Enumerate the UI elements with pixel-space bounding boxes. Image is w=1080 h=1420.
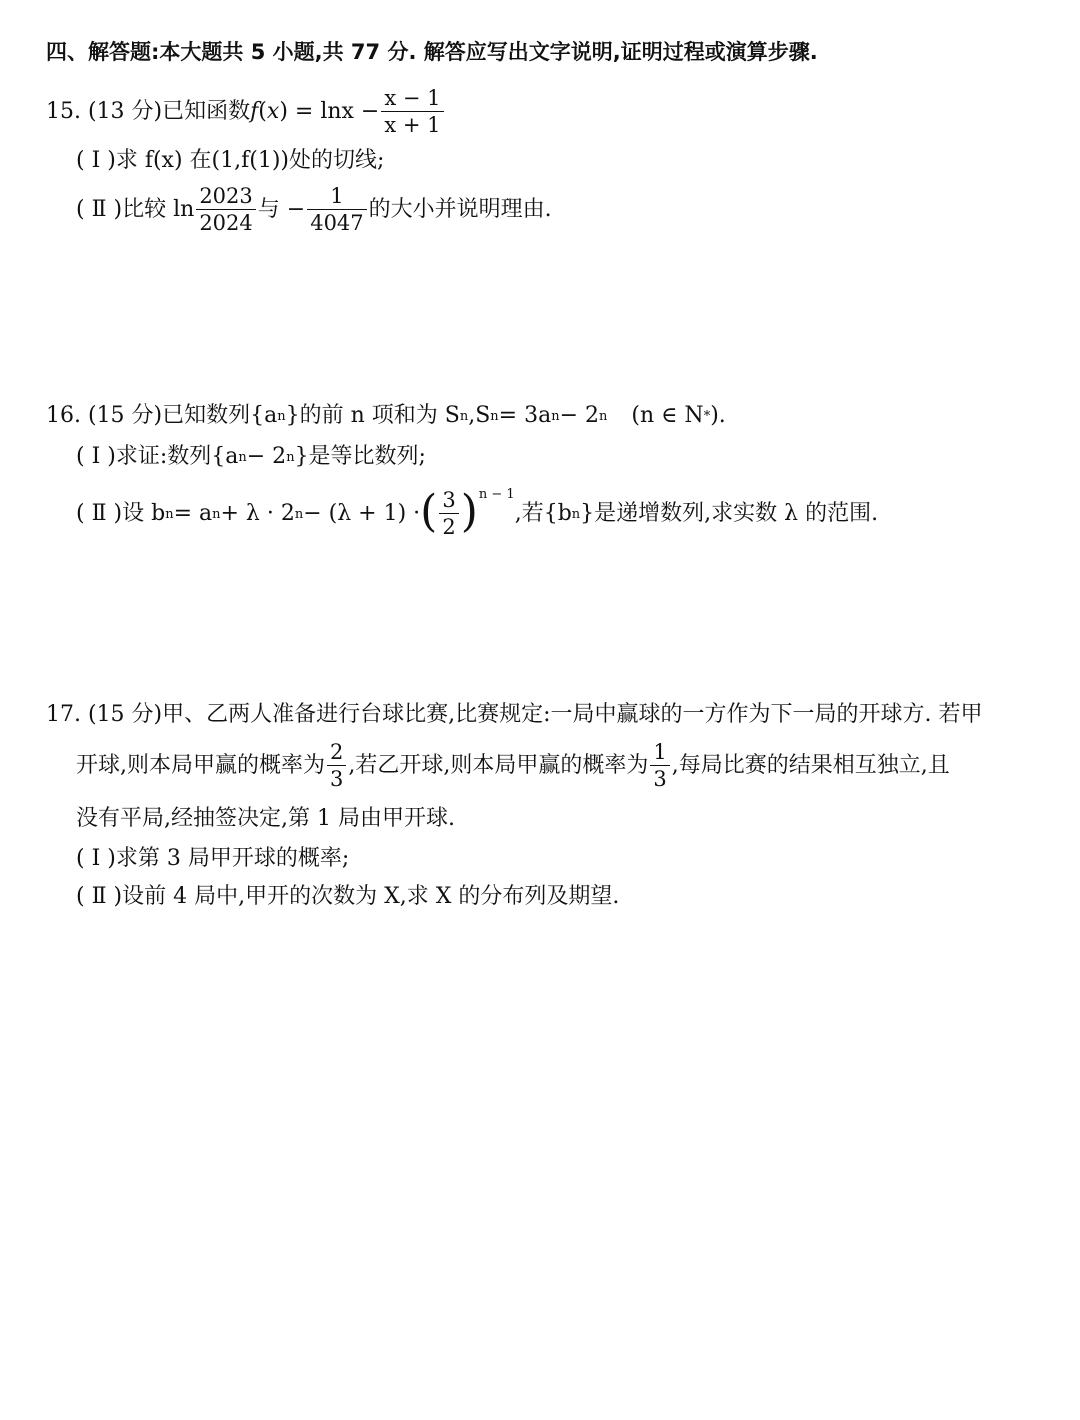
q16-sub-1: n bbox=[277, 408, 286, 424]
q16-mid2: ,S bbox=[468, 403, 491, 428]
q17-frac2-num: 1 bbox=[653, 740, 667, 764]
q16-p2-sup: n bbox=[294, 506, 304, 522]
q16-p2-frac bbox=[439, 490, 458, 538]
q15-p2-frac2-num: 1 bbox=[330, 184, 344, 208]
q16-p2-tail1: ,若{b bbox=[514, 501, 572, 526]
q16-sup-1: n bbox=[599, 408, 608, 424]
q16-sub-2: n bbox=[459, 408, 469, 424]
q16-cond-star: * bbox=[703, 408, 711, 424]
q16-p2-frac-den: 2 bbox=[439, 513, 458, 538]
q16-p2-frac-num: 3 bbox=[442, 488, 456, 512]
q16-stem bbox=[46, 405, 726, 427]
q17-frac2-den: 3 bbox=[650, 765, 669, 790]
q17-line2-a: 开球,则本局甲赢的概率为 bbox=[76, 753, 325, 778]
q16-p2-a: = a bbox=[173, 501, 213, 526]
q17-line2-b: ,若乙开球,则本局甲赢的概率为 bbox=[348, 753, 649, 778]
q16-cond: (n ∈ N bbox=[631, 403, 704, 428]
q15-p2-tail: 的大小并说明理由. bbox=[368, 197, 552, 222]
q15-fx-open: ( bbox=[258, 99, 267, 124]
q16-sub-3: n bbox=[490, 408, 499, 424]
q16-p1-lead: ( Ⅰ )求证:数列{a bbox=[76, 444, 239, 469]
q17-frac1-num: 2 bbox=[330, 740, 344, 764]
q15-frac-den: x + 1 bbox=[381, 111, 443, 136]
q15-p2-frac1 bbox=[196, 186, 255, 234]
q17-frac1 bbox=[327, 742, 346, 790]
q15-p2-frac2 bbox=[307, 186, 366, 234]
q16-p1-sub: n bbox=[238, 449, 247, 465]
q16-p1-sup: n bbox=[286, 449, 295, 465]
q17-line3: 没有平局,经抽签决定,第 1 局由甲开球. bbox=[76, 806, 455, 831]
q15-part2 bbox=[76, 186, 552, 234]
q16-cond-end: ). bbox=[710, 403, 726, 428]
q17-part2: ( Ⅱ )设前 4 局中,甲开的次数为 X,求 X 的分布列及期望. bbox=[76, 884, 620, 909]
q17-part1: ( Ⅰ )求第 3 局甲开球的概率; bbox=[76, 846, 350, 871]
q15-frac-num: x − 1 bbox=[384, 86, 441, 110]
q16-part1 bbox=[76, 446, 426, 468]
q16-p2-b: + λ · 2 bbox=[220, 501, 295, 526]
q16-p2-lead: ( Ⅱ )设 b bbox=[76, 501, 166, 526]
q16-part2 bbox=[76, 486, 879, 539]
q17-line2-c: ,每局比赛的结果相互独立,且 bbox=[671, 753, 950, 778]
q16-paren-right: ) bbox=[460, 486, 478, 537]
q15-part1: ( Ⅰ )求 f(x) 在(1,f(1))处的切线; bbox=[76, 148, 385, 173]
q16-p2-sub-1: n bbox=[165, 506, 174, 522]
q16-p1-mid: − 2 bbox=[246, 444, 287, 469]
q15-f: f bbox=[250, 99, 259, 124]
q16-p2-tail2: }是递增数列,求实数 λ 的范围. bbox=[580, 501, 879, 526]
q16-mid3: = 3a bbox=[498, 403, 552, 428]
q16-p2-sub-2: n bbox=[212, 506, 221, 522]
q15-lead: 15. (13 分)已知函数 bbox=[46, 99, 251, 124]
q17-line1: 17. (15 分)甲、乙两人准备进行台球比赛,比赛规定:一局中赢球的一方作为下一局的开球方. 若甲 bbox=[46, 702, 983, 727]
q17-frac1-den: 3 bbox=[327, 765, 346, 790]
q16-sub-4: n bbox=[551, 408, 560, 424]
q15-p2-lead: ( Ⅱ )比较 ln bbox=[76, 197, 195, 222]
section-title: 四、解答题:本大题共 5 小题,共 77 分. 解答应写出文字说明,证明过程或演算步骤. bbox=[46, 40, 818, 64]
q15-p2-frac2-den: 4047 bbox=[307, 209, 366, 234]
q17-frac2 bbox=[650, 742, 669, 790]
q15-stem bbox=[46, 88, 446, 136]
q16-p2-sub-3: n bbox=[571, 506, 581, 522]
q15-fx-close: ) = lnx − bbox=[279, 99, 380, 124]
q15-fraction bbox=[381, 88, 443, 136]
q15-p2-frac1-den: 2024 bbox=[196, 209, 255, 234]
q16-mid4: − 2 bbox=[559, 403, 600, 428]
q15-p2-frac1-num: 2023 bbox=[199, 184, 253, 208]
q16-mid1: }的前 n 项和为 S bbox=[285, 403, 460, 428]
q16-p2-c: − (λ + 1) · bbox=[303, 501, 421, 526]
q17-line2 bbox=[76, 742, 950, 790]
q16-p1-tail: }是等比数列; bbox=[294, 444, 426, 469]
q16-lead: 16. (15 分)已知数列{a bbox=[46, 403, 278, 428]
q16-paren-left: ( bbox=[420, 486, 438, 537]
q15-fx-var: x bbox=[266, 99, 280, 124]
q16-p2-exp: n − 1 bbox=[478, 486, 515, 502]
q15-p2-mid: 与 − bbox=[257, 197, 306, 222]
